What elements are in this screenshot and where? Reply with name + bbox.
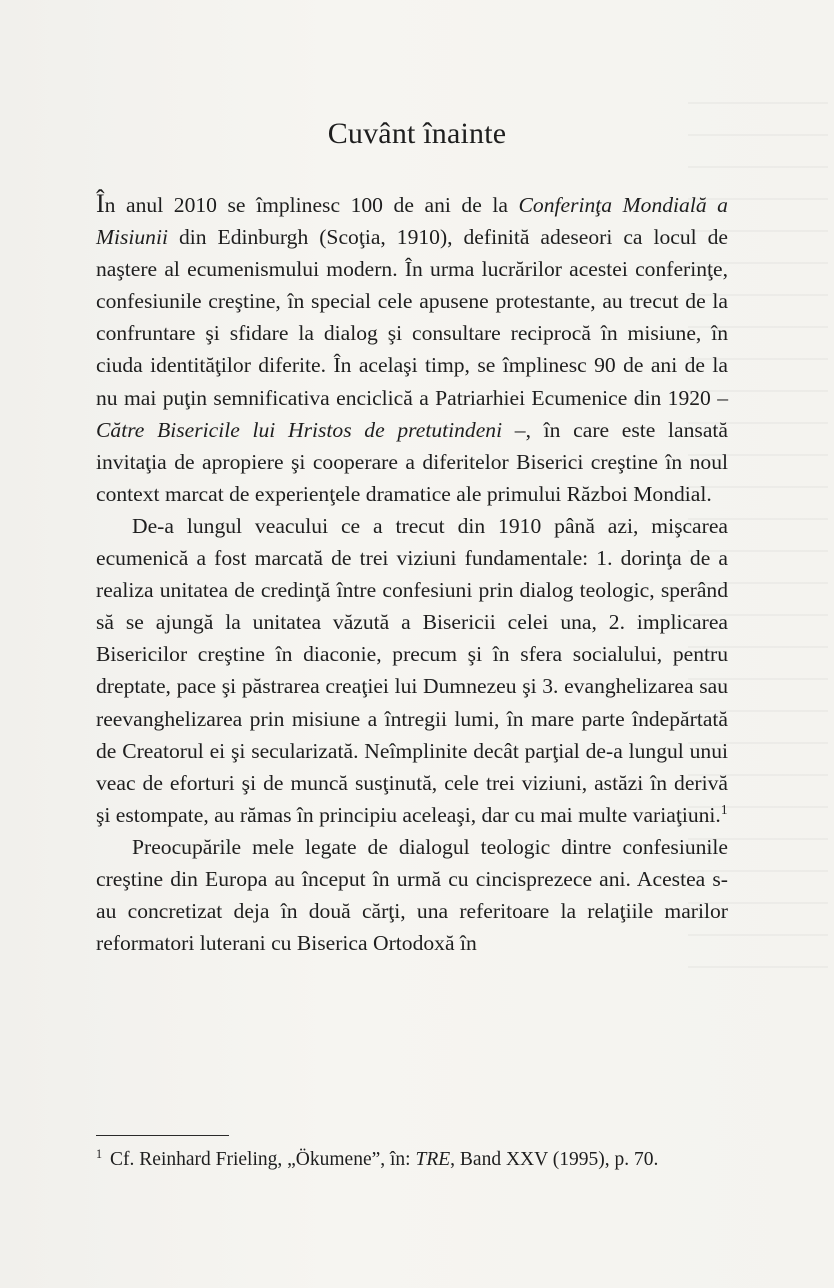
paragraph-1-run-3: –, în care este lansată invitaţia de apropiere şi cooperare a diferitelor Biserici creştine în noul context marcat de experienţele dramatice ale primului Război Mondial. (96, 417, 729, 506)
footnote-divider (96, 1135, 229, 1136)
conference-name-italic: Conferinţa Mondială a Misiunii (96, 193, 728, 250)
page-title: Cuvânt înainte (327, 117, 507, 150)
paragraph-1 (96, 188, 728, 510)
footnote-run-1: Cf. Reinhard Frieling, „Ökumene”, în: (110, 1149, 416, 1170)
footnote-reference[interactable]: 1 (720, 801, 728, 817)
footnote (96, 1146, 736, 1174)
paragraph-3-text: Preocupările mele legate de dialogul teologic dintre confesiunile creştine din Europa au început în urmă cu cincisprezece ani. Acestea s-au concretizat deja în două cărţi, una referitoare la relaţiile marilor reformatori luterani cu Biserica Ortodoxă în (96, 834, 728, 956)
encyclical-title-italic: Către Bisericile lui Hristos de pretutindeni (96, 417, 503, 442)
paragraph-2-text: De-a lungul veacului ce a trecut din 1910 până azi, mişcarea ecumenică a fost marcată de trei viziuni fundamentale: 1. dorinţa de a realiza unitatea de credinţă între confesiuni prin dialog teologic, sperând să se ajungă la unitatea văzută a Bisericii celei una, 2. implicarea Bisericilor creştine în diaconie, precum şi în sfera socialului, pentru dreptate, pace şi păstrarea creaţiei lui Dumnezeu şi 3. evanghelizarea sau reevanghelizarea prin misiune a întregii lumi, în mare parte îndepărtată de Creatorul ei şi secularizată. Neîmplinite decât parţial de-a lungul unui veac de eforturi şi de muncă susţinută, cele trei viziuni, astăzi în derivă şi estompate, au rămas în principiu aceleaşi, dar cu mai multe variaţiuni. (96, 513, 728, 827)
paragraph-2 (96, 510, 728, 831)
footnote-run-2: , Band XXV (1995), p. 70. (450, 1149, 659, 1170)
drop-cap: Î (96, 189, 105, 218)
footnote-number: 1 (96, 1146, 103, 1161)
body-text (96, 188, 728, 959)
paragraph-3 (96, 831, 728, 959)
footnote-source-italic: TRE (415, 1149, 451, 1170)
paragraph-1-run-2: din Edinburgh (Scoţia, 1910), definită adeseori ca locul de naştere al ecumenismului modern. În urma lucrărilor acestei conferinţe, confesiunile creştine, în special cele apusene protestante, au trecut de la confruntare şi sfidare la dialog şi consultare reciprocă în misiune, în ciuda identităţilor diferite. În acelaşi timp, se împlinesc 90 de ani de la nu mai puţin semnificativa enciclică a Patriarhiei Ecumenice din 1920 – (96, 225, 728, 410)
paragraph-1-run-1: n anul 2010 se împlinesc 100 de ani de la (104, 193, 519, 217)
